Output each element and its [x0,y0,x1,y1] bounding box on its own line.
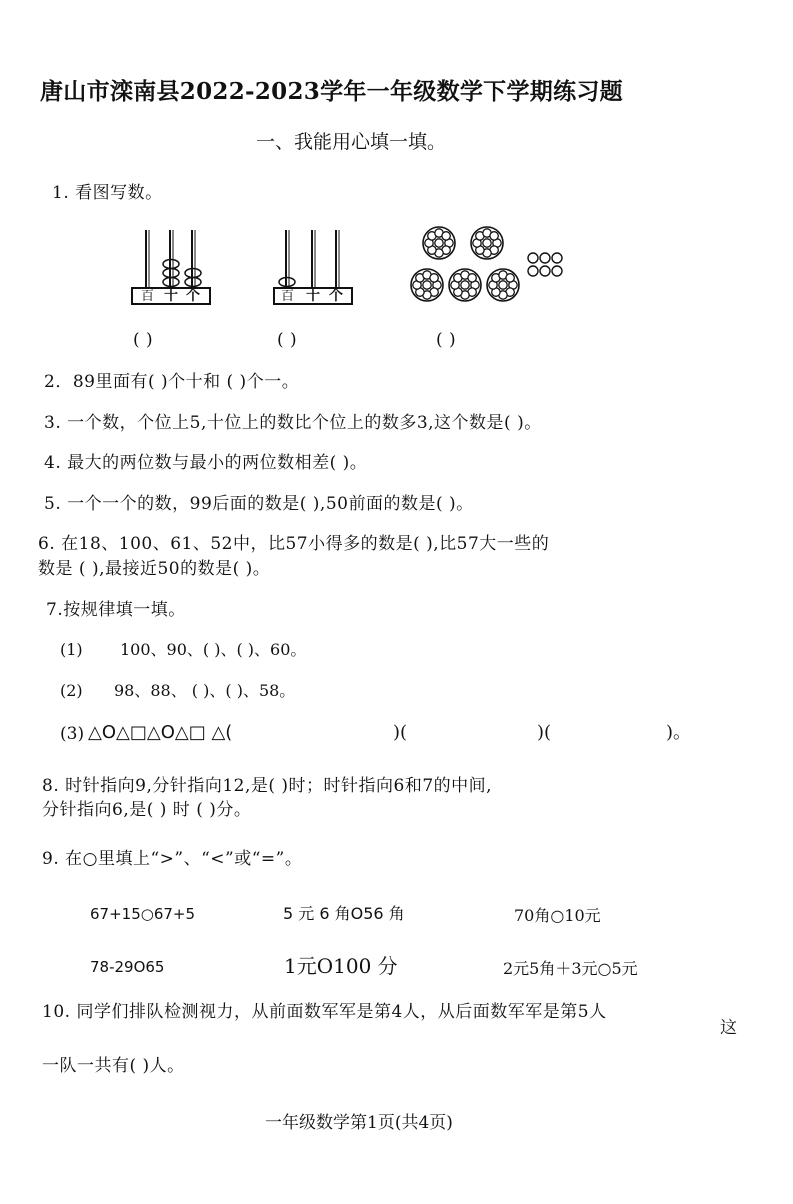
q7-sequence-2: 98、88、 ( )、( )、58。 [114,681,296,700]
q9-item-5: 1元O100 分 [284,954,398,978]
q4: 4. 最大的两位数与最小的两位数相差( )。 [44,453,368,473]
abacus-2-label-tens: 十 [306,288,320,304]
q8-line-1: 8. 时针指向9,分针指向12,是( )时；时针指向6和7的中间, [42,776,493,796]
single-item [528,253,538,263]
q3: 3. 一个数，个位上5,十位上的数比个位上的数多3,这个数是( )。 [44,413,542,433]
q7-blank-separator-1: )( [393,722,408,743]
q10-line-1: 10. 同学们排队检测视力，从前面数军军是第4人，从后面数军军是第5人 [42,1002,607,1022]
bundle-of-ten [449,269,481,301]
q1-prompt: 1. 看图写数。 [52,183,163,203]
single-item [552,266,562,276]
page-title: 唐山市滦南县2022-2023学年一年级数学下学期练习题 [40,78,623,105]
q5: 5. 一个一个的数，99后面的数是( ),50前面的数是( )。 [44,494,474,514]
abacus-1-label-ones: 个 [186,288,200,304]
single-item [528,266,538,276]
q9-item-2: 5 元 6 角O56 角 [283,904,405,923]
q7-item-1-number: (1) [60,640,83,659]
q7-item-3-number: (3) [60,724,85,744]
abacus-2-label-ones: 个 [329,288,343,304]
bundle-of-ten [423,227,455,259]
q10-line-1-tail: 这 [720,1018,738,1038]
q9-item-3: 70角○10元 [514,906,601,925]
section-heading: 一、我能用心填一填。 [256,131,447,153]
single-item [552,253,562,263]
q9-item-6: 2元5角＋3元○5元 [503,959,638,978]
q7-sequence-1: 100、90、( )、( )、60。 [120,640,307,659]
q7-blank-separator-2: )( [537,722,552,743]
bundle-of-ten [411,269,443,301]
single-item [540,253,550,263]
q2: 2．89里面有( )个十和 ( )个一。 [44,372,300,392]
single-item [540,266,550,276]
q9-item-1: 67+15○67+5 [90,905,196,923]
q1-blank-2: ( ) [277,330,298,350]
q7-shape-pattern: △O△□△O△□ △( [88,722,233,743]
q8-line-2: 分针指向6,是( ) 时 ( )分。 [42,800,252,820]
q6-line-2: 数是 ( ),最接近50的数是( )。 [38,559,271,579]
page-footer: 一年级数学第1页(共4页) [265,1113,453,1133]
abacus-1-label-hundreds: 百 [141,289,155,304]
q7-blank-end: )。 [666,722,692,743]
q1-blank-1: ( ) [133,330,154,350]
bundle-of-ten [471,227,503,259]
q7-item-2-number: (2) [60,681,83,700]
q1-blank-3: ( ) [436,330,457,350]
q6-line-1: 6. 在18、100、61、52中，比57小得多的数是( ),比57大一些的 [38,534,550,554]
q7-prompt: 7.按规律填一填。 [46,600,186,620]
q9-item-4: 78-29O65 [90,958,165,976]
q9-prompt: 9. 在○里填上“>”、“<”或“=”。 [42,849,303,869]
bundles-of-ten-picture [405,225,585,310]
bundle-of-ten [487,269,519,301]
q10-line-2: 一队一共有( )人。 [42,1056,185,1076]
abacus-1-label-tens: 十 [164,288,178,304]
abacus-2-label-hundreds: 百 [281,289,295,304]
